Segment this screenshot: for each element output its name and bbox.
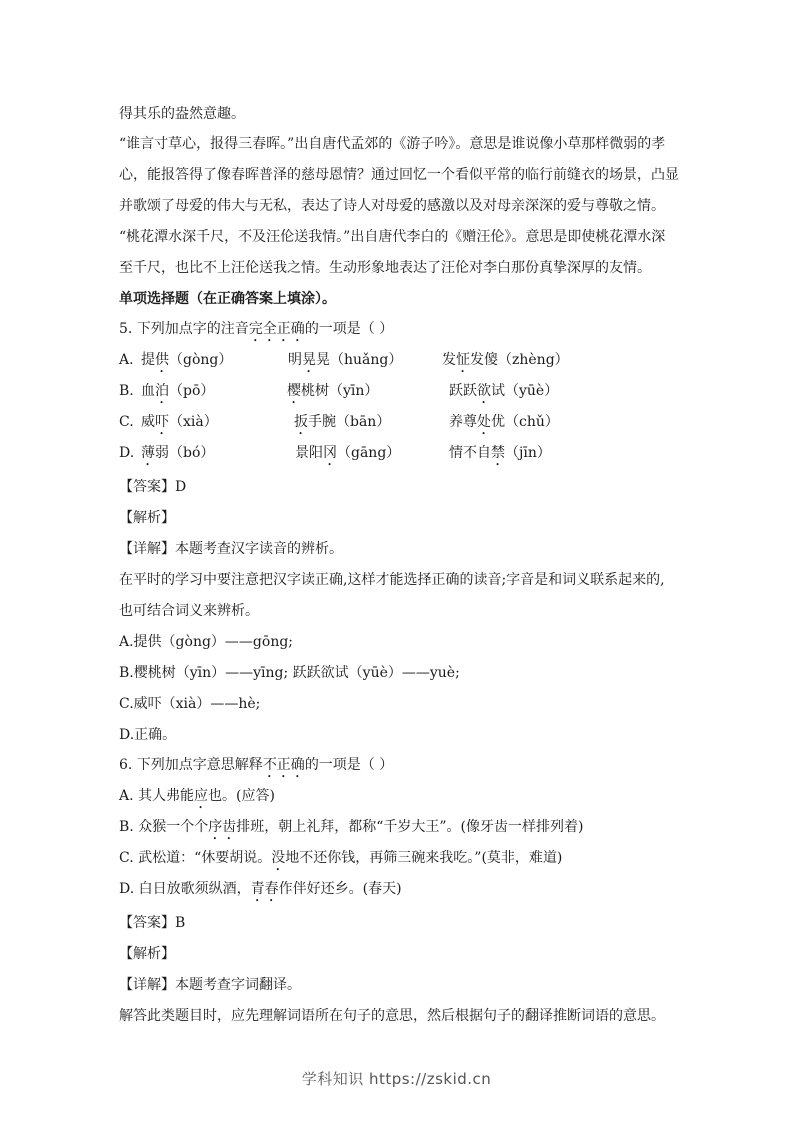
dotted-char: 处 [477,414,491,430]
item-text: 手腕（bān） [308,414,391,430]
dotted-char: 应 [194,788,209,804]
option-label: D. [119,445,135,461]
detail-line: 【详解】本题考查汉字读音的辨析。 [119,541,343,557]
analysis-heading: 【解析】 [119,510,175,526]
item-text: 养尊 [449,414,477,430]
section-title: 单项选择题（在正确答案上填涂）。 [119,291,336,307]
item-text: 景阳 [295,445,323,461]
dotted-char: 樱 [287,383,301,399]
option-label: B. [119,383,134,399]
dotted-char: 供 [155,352,169,368]
dotted-char: 欲 [477,383,491,399]
answer-line: 【答案】B [119,915,186,931]
explanation-line: 也可结合词义来辨析。 [119,603,259,619]
option-text: 作伴好还乡。(春天) [278,881,402,897]
q6-option-a [119,786,275,812]
q6-option-c [119,848,562,874]
stem-text: 的一项是（ ） [304,321,394,337]
dotted-char: 冈 [323,445,337,461]
q6-option-b [119,817,583,843]
dotted-char: 没 [271,850,286,866]
option-text: 排班，朝上礼拜，都称“千岁大王”。(像牙齿一样排列着) [236,819,584,835]
option-label: C. [119,414,134,430]
item-text: 威 [141,414,155,430]
option-item [449,443,551,469]
explanation-line: 在平时的学习中要注意把汉字读正确,这样才能选择正确的读音;字音是和词义联系起来的, [119,572,665,588]
stem-text: 的一项是（ ） [304,757,394,773]
option-item [295,443,400,469]
option-item [141,412,218,438]
item-text: 血 [141,383,155,399]
option-item [449,412,559,438]
option-item [288,350,402,376]
dotted-char: 序齿 [208,819,237,835]
text-line: 心，能报答得了像春晖普泽的慈母恩情？通过回忆一个看似平常的临行前缝衣的场景，凸显 [119,167,679,183]
item-text: 弱（bó） [155,445,215,461]
item-text: （gāng） [337,445,401,461]
item-text: （gòng） [169,352,233,368]
option-text: A. 其人弗能 [119,788,195,804]
dotted-char: 泊 [155,383,169,399]
option-item [141,350,232,376]
item-text: 情不自 [449,445,491,461]
item-text: 发傻（zhèng） [470,352,569,368]
option-item [287,381,378,407]
text-line: 至千尺，也比不上汪伦送我之情。生动形象地表达了汪伦对李白那份真挚深厚的友情。 [119,260,651,276]
item-text: 试（yūè） [491,383,559,399]
correction-line: B.樱桃树（yīn）——yīng; 跃跃欲试（yūè）——yuè; [119,665,460,681]
option-item [442,350,569,376]
text-line: 并歌颂了母爱的伟大与无私，表达了诗人对母爱的感激以及对母亲深深的爱与尊敬之情。 [119,198,665,214]
text-line: “桃花潭水深千尺，不及汪伦送我情。”出自唐代李白的《赠汪伦》。意思是即使桃花潭水深 [119,229,666,245]
q6-option-d [119,879,402,905]
item-text: （xià） [169,414,218,430]
dotted-char: 青春 [250,881,279,897]
dotted-char: 怔 [456,352,470,368]
option-text: B. 众猴一个个 [119,819,209,835]
item-text: 桃树（yīn） [301,383,379,399]
stem-text: 5. 下列加点字的注音 [119,321,249,337]
analysis-heading: 【解析】 [119,946,175,962]
dotted-char: 禁 [491,445,505,461]
dotted-text: 完全正确 [248,321,305,337]
item-text: 晃（huǎng） [316,352,403,368]
option-item [294,412,390,438]
dotted-char: 晃 [302,352,316,368]
text-line: “谁言寸草心，报得三春晖。”出自唐代孟郊的《游子吟》。意思是谁说像小草那样微弱的孝 [119,136,666,152]
dotted-char: 薄 [141,445,155,461]
option-text: C. 武松道：“休要胡说。 [119,850,272,866]
dotted-text: 不正确 [262,757,305,773]
option-text: 也。(应答) [208,788,275,804]
option-item [141,443,214,469]
item-text: 优（chǔ） [491,414,559,430]
dotted-char: 扳 [294,414,308,430]
text-line: 得其乐的盎然意趣。 [119,106,245,122]
detail-line: 【详解】本题考查字词翻译。 [119,977,301,993]
explanation-line: 解答此类题目时，应先理解词语所在句子的意思，然后根据句子的翻译推断词语的意思。 [119,1008,665,1024]
option-label: A. [119,352,134,368]
q5-option-a [119,350,679,372]
q5-option-b [119,381,679,403]
option-text: 地不还你钱，再筛三碗来我吃。”(莫非，难道) [285,850,563,866]
option-item [141,381,214,407]
footer-watermark: 学科知识 https://zskid.cn [301,1070,492,1088]
question-5-stem [119,319,393,345]
item-text: 提 [141,352,155,368]
option-item [449,381,558,407]
item-text: （jīn） [505,445,551,461]
correction-line: A.提供（gòng）——gōng; [119,634,294,650]
dotted-char: 吓 [155,414,169,430]
answer-line: 【答案】D [119,479,187,495]
item-text: 明 [288,352,302,368]
option-text: D. 白日放歌须纵酒， [119,881,251,897]
stem-text: 6. 下列加点字意思解释 [119,757,263,773]
correction-line: C.威吓（xià）——hè; [119,696,261,712]
item-text: （pō） [169,383,215,399]
question-6-stem [119,755,393,781]
q5-option-c [119,412,679,434]
item-text: 跃跃 [449,383,477,399]
q5-option-d [119,443,679,465]
item-text: 发 [442,352,456,368]
correction-line: D.正确。 [119,727,177,743]
